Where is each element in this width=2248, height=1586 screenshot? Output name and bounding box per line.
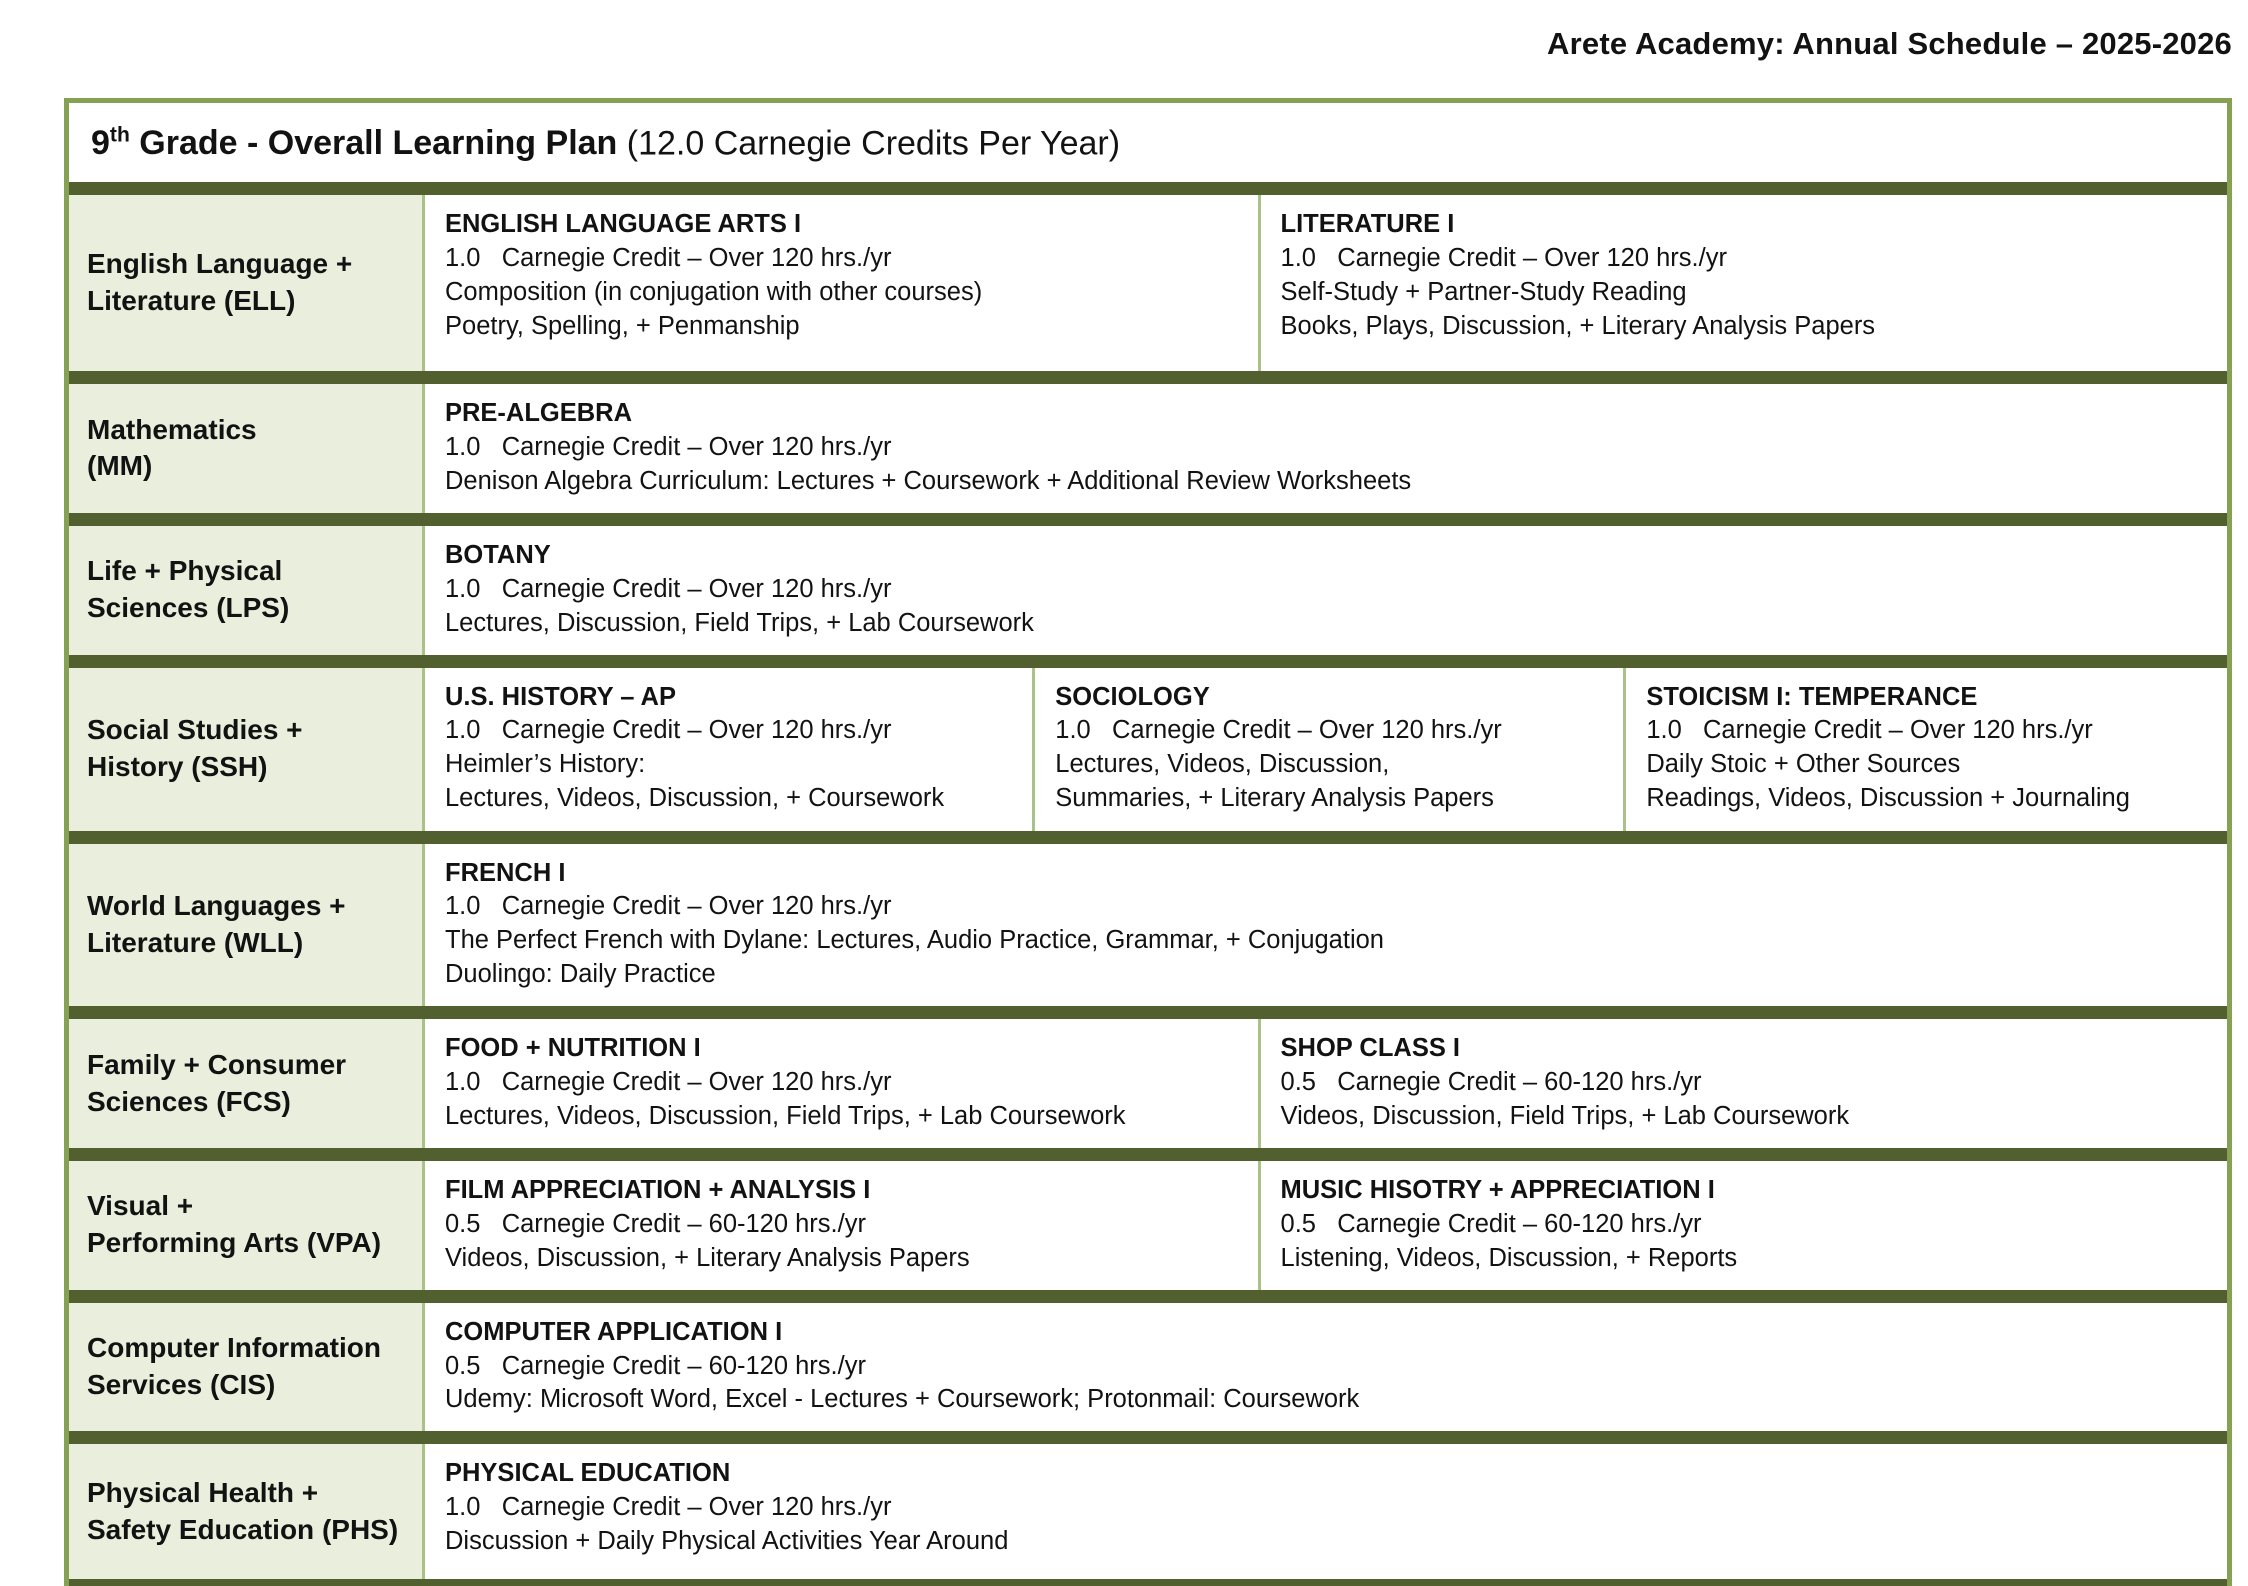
- category-label-line: Sciences (LPS): [87, 592, 290, 624]
- category-cell: [69, 844, 425, 1007]
- row-separator: [69, 371, 2227, 384]
- category-label-line: History (SSH): [87, 751, 268, 783]
- course-cell: [1258, 1161, 2227, 1290]
- course-detail-line: Listening, Videos, Discussion, + Reports: [1280, 1243, 1738, 1272]
- category-label-line: English Language +: [87, 248, 353, 280]
- course-cell: [425, 1019, 1258, 1148]
- course-detail-line: 1.0 Carnegie Credit – Over 120 hrs./yr: [445, 574, 892, 603]
- course-title: STOICISM I: TEMPERANCE: [1646, 682, 1978, 711]
- course-detail-line: 1.0 Carnegie Credit – Over 120 hrs./yr: [445, 1068, 892, 1097]
- table-header: [69, 103, 2227, 182]
- header-title-normal: (12.0 Carnegie Credits Per Year): [617, 124, 1121, 163]
- course-title: COMPUTER APPLICATION I: [445, 1317, 783, 1346]
- course-detail-line: Summaries, + Literary Analysis Papers: [1055, 784, 1494, 813]
- category-cell: [69, 1019, 425, 1148]
- course-detail-line: 1.0 Carnegie Credit – Over 120 hrs./yr: [445, 716, 892, 745]
- category-cell: [69, 384, 425, 513]
- category-cell: [69, 195, 425, 371]
- row-separator: [69, 1006, 2227, 1019]
- course-cell: [1258, 195, 2227, 371]
- course-detail-line: The Perfect French with Dylane: Lectures, Audio Practice, Grammar, + Conjugation: [445, 926, 1384, 955]
- subject-row: [69, 526, 2227, 655]
- course-title: PRE-ALGEBRA: [445, 399, 633, 428]
- course-detail-line: 1.0 Carnegie Credit – Over 120 hrs./yr: [1646, 716, 2093, 745]
- course-cell: [1258, 1019, 2227, 1148]
- subject-row: [69, 384, 2227, 513]
- grade-number: 9: [91, 124, 110, 163]
- category-label-line: Visual +: [87, 1190, 194, 1222]
- course-title: FOOD + NUTRITION I: [445, 1034, 701, 1063]
- course-detail-line: Readings, Videos, Discussion + Journaling: [1646, 784, 2130, 813]
- course-detail-line: Books, Plays, Discussion, + Literary Analysis Papers: [1280, 311, 1876, 340]
- course-cell: [425, 195, 1258, 371]
- course-cell: [425, 1303, 2227, 1432]
- category-cell: [69, 1161, 425, 1290]
- course-cell: [425, 384, 2227, 513]
- subject-row: [69, 668, 2227, 831]
- header-title-bold: [91, 124, 617, 162]
- subject-row: [69, 1303, 2227, 1432]
- category-label-line: Performing Arts (VPA): [87, 1227, 382, 1259]
- courses-container: [425, 1303, 2227, 1432]
- subject-row: [69, 1019, 2227, 1148]
- course-title: SOCIOLOGY: [1055, 682, 1210, 711]
- course-detail-line: Duolingo: Daily Practice: [445, 960, 716, 989]
- course-detail-line: Poetry, Spelling, + Penmanship: [445, 311, 800, 340]
- subject-row: [69, 195, 2227, 371]
- course-detail-line: Denison Algebra Curriculum: Lectures + Coursework + Additional Review Worksheets: [445, 466, 1412, 495]
- schedule-table: [64, 98, 2232, 1586]
- course-cell: [1032, 668, 1623, 831]
- category-label-line: Literature (ELL): [87, 285, 296, 317]
- category-label-line: Computer Information: [87, 1332, 381, 1364]
- course-title: BOTANY: [445, 540, 551, 569]
- courses-container: [425, 195, 2227, 371]
- header-title-bold-rest: Grade - Overall Learning Plan: [129, 124, 618, 163]
- course-detail-line: Lectures, Videos, Discussion, Field Trips, + Lab Coursework: [445, 1102, 1126, 1130]
- category-cell: [69, 1444, 425, 1579]
- course-detail-line: Videos, Discussion, + Literary Analysis Papers: [445, 1243, 970, 1272]
- category-label-line: World Languages +: [87, 889, 346, 921]
- course-title: FILM APPRECIATION + ANALYSIS I: [445, 1175, 871, 1204]
- category-cell: [69, 526, 425, 655]
- row-separator: [69, 513, 2227, 526]
- courses-container: [425, 1161, 2227, 1290]
- course-title: FRENCH I: [445, 858, 566, 887]
- row-separator: [69, 1290, 2227, 1303]
- courses-container: [425, 526, 2227, 655]
- course-detail-line: Udemy: Microsoft Word, Excel - Lectures + Coursework; Protonmail: Coursework: [445, 1385, 1360, 1414]
- courses-container: [425, 384, 2227, 513]
- category-label-line: Services (CIS): [87, 1368, 276, 1400]
- course-detail-line: 1.0 Carnegie Credit – Over 120 hrs./yr: [445, 244, 892, 273]
- course-detail-line: Heimler’s History:: [445, 750, 646, 779]
- course-detail-line: Lectures, Videos, Discussion,: [1055, 750, 1390, 779]
- course-cell: [425, 526, 2227, 655]
- course-cell: [1623, 668, 2227, 831]
- row-separator: [69, 1431, 2227, 1444]
- course-detail-line: Discussion + Daily Physical Activities Year Around: [445, 1527, 1009, 1556]
- course-detail-line: 0.5 Carnegie Credit – 60-120 hrs./yr: [1280, 1068, 1702, 1097]
- category-label-line: Sciences (FCS): [87, 1085, 291, 1117]
- category-label-line: Life + Physical: [87, 555, 283, 587]
- course-detail-line: 1.0 Carnegie Credit – Over 120 hrs./yr: [445, 892, 892, 921]
- courses-container: [425, 1444, 2227, 1579]
- course-detail-line: 1.0 Carnegie Credit – Over 120 hrs./yr: [1280, 244, 1727, 273]
- course-cell: [425, 668, 1032, 831]
- grade-ordinal-superscript: th: [109, 124, 130, 147]
- course-detail-line: Lectures, Discussion, Field Trips, + Lab Coursework: [445, 608, 1034, 637]
- courses-container: [425, 1019, 2227, 1148]
- course-cell: [425, 1444, 2227, 1579]
- table-body: [69, 182, 2227, 1586]
- course-detail-line: Daily Stoic + Other Sources: [1646, 750, 1961, 779]
- course-detail-line: 1.0 Carnegie Credit – Over 120 hrs./yr: [445, 433, 892, 462]
- subject-row: [69, 844, 2227, 1007]
- course-detail-line: Self-Study + Partner-Study Reading: [1280, 277, 1687, 306]
- row-separator: [69, 1148, 2227, 1161]
- category-cell: [69, 668, 425, 831]
- category-label-line: Social Studies +: [87, 714, 303, 746]
- category-cell: [69, 1303, 425, 1432]
- course-detail-line: Videos, Discussion, Field Trips, + Lab Coursework: [1280, 1102, 1850, 1130]
- subject-row: [69, 1161, 2227, 1290]
- row-separator: [69, 831, 2227, 844]
- course-title: ENGLISH LANGUAGE ARTS I: [445, 210, 802, 239]
- course-title: SHOP CLASS I: [1280, 1034, 1460, 1063]
- course-detail-line: 1.0 Carnegie Credit – Over 120 hrs./yr: [445, 1493, 892, 1522]
- course-detail-line: 0.5 Carnegie Credit – 60-120 hrs./yr: [445, 1351, 866, 1380]
- category-label-line: (MM): [87, 450, 153, 482]
- course-title: LITERATURE I: [1280, 210, 1455, 239]
- row-separator: [69, 1579, 2227, 1586]
- course-detail-line: 0.5 Carnegie Credit – 60-120 hrs./yr: [1280, 1209, 1702, 1238]
- course-detail-line: 1.0 Carnegie Credit – Over 120 hrs./yr: [1055, 716, 1502, 745]
- course-detail-line: Composition (in conjugation with other courses): [445, 277, 983, 306]
- category-label-line: Family + Consumer: [87, 1048, 347, 1080]
- subject-row: [69, 1444, 2227, 1579]
- course-title: PHYSICAL EDUCATION: [445, 1459, 731, 1488]
- courses-container: [425, 844, 2227, 1007]
- page-title: Arete Academy: Annual Schedule – 2025-2026: [1547, 26, 2232, 61]
- course-cell: [425, 844, 2227, 1007]
- course-cell: [425, 1161, 1258, 1290]
- category-label-line: Physical Health +: [87, 1476, 319, 1508]
- category-label-line: Literature (WLL): [87, 926, 304, 958]
- row-separator: [69, 182, 2227, 195]
- category-label-line: Mathematics: [87, 413, 257, 445]
- course-title: U.S. HISTORY – AP: [445, 682, 676, 711]
- courses-container: [425, 668, 2227, 831]
- category-label-line: Safety Education (PHS): [87, 1513, 399, 1545]
- course-detail-line: 0.5 Carnegie Credit – 60-120 hrs./yr: [445, 1209, 866, 1238]
- course-title: MUSIC HISOTRY + APPRECIATION I: [1280, 1175, 1715, 1204]
- row-separator: [69, 655, 2227, 668]
- course-detail-line: Lectures, Videos, Discussion, + Coursework: [445, 784, 945, 813]
